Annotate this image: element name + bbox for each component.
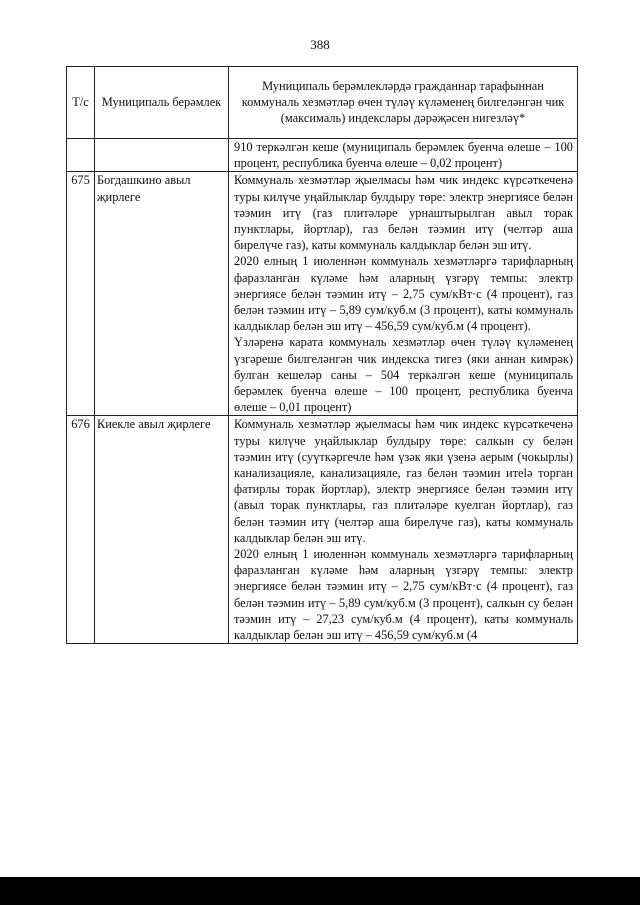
cell-number: 675 bbox=[67, 172, 95, 416]
justification-paragraph: 2020 елның 1 июленнән коммуналь хезмәтләргә тарифларның фаразланган күләме һәм аларның үзгәрү темпы: электр энергиясе белән тәэмин итү – 2,75 сум/кВт·с (4 процент), газ белән тәэмин итү – 5,89 сум/куб.м (3 процент), каты коммуналь калдыклар белән эш итү – 456,59 сум/куб.м (4 процент). bbox=[234, 254, 573, 334]
scan-bottom-edge bbox=[0, 877, 640, 905]
justification-paragraph: Коммуналь хезмәтләр җыелмасы һәм чик индекс күрсәткеченә туры килүче уңайлыклар булдыру төре: электр энергиясе белән тәэмин итү (газ плитәләре урнаштырылган авыл торак пунктлары, йортлар), газ белән тәэмин итү (челтәр аша бирелүче газ), каты коммуналь калдыклар белән эш итү. bbox=[234, 173, 573, 253]
table-row-675 bbox=[67, 172, 578, 416]
header-municipality: Муниципаль берәмлек bbox=[95, 67, 229, 139]
justification-paragraph: 910 теркәлгән кеше (муниципаль берәмлек буенча өлеше – 100 процент, республика буенча өлеше – 0,02 процент) bbox=[234, 140, 573, 171]
cell-justification bbox=[229, 416, 578, 644]
cell-justification bbox=[229, 139, 578, 172]
page-number: 388 bbox=[310, 37, 330, 52]
cell-number: 676 bbox=[67, 416, 95, 644]
cell-municipality: Богдашкино авыл җирлеге bbox=[95, 172, 229, 416]
table-header-row bbox=[67, 67, 578, 139]
table-row-676 bbox=[67, 416, 578, 644]
utility-index-table bbox=[66, 66, 578, 644]
cell-number bbox=[67, 139, 95, 172]
table-row-continuation bbox=[67, 139, 578, 172]
header-justification: Муниципаль берәмлекләрдә гражданнар тарафыннан коммуналь хезмәтләр өчен түләү күләменең билгеләнгән чик (максималь) индекслары дәрәҗәсен нигезләү* bbox=[229, 67, 578, 139]
justification-paragraph: Үзләренә карата коммуналь хезмәтләр өчен түләү күләменең үзгәреше билгеләнгән чик индекска тигез (яки аннан кимрәк) булган кешеләр саны – 504 теркәлгән кеше (муниципаль берәмлек буенча өлеше – 100 процент, республика буенча өлеше – 0,01 процент) bbox=[234, 335, 573, 415]
justification-paragraph: 2020 елның 1 июленнән коммуналь хезмәтләргә тарифларның фаразланган күләме һәм аларның үзгәрү темпы: электр энергиясе белән тәэмин итү – 2,75 сум/кВт·с (4 процент), газ белән тәэмин итү – 5,89 сум/куб.м (3 процент), салкын су белән тәэмин итү – 27,23 сум/куб.м (4 процент), каты коммуналь калдыклар белән эш итү – 456,59 сум/куб.м (4 bbox=[234, 547, 573, 643]
justification-paragraph: Коммуналь хезмәтләр җыелмасы һәм чик индекс күрсәткеченә туры килүче уңайлыклар булдыру төре: салкын су белән тәэмин итү (суүткәргечле һәм үзәк яки үзенә аерым (чокырлы) канализацияле, канализацияле, газ белән тәэмин итеlә торган фатирлы торак йортлар), электр энергиясе белән тәэмин итү (авыл торак пунктлары, газ плитәләре куелган йортлар), газ белән тәэмин итү (челтәр аша бирелүче газ), каты коммуналь калдыклар белән эш итү. bbox=[234, 417, 573, 545]
cell-municipality: Киекле авыл җирлеге bbox=[95, 416, 229, 644]
cell-justification bbox=[229, 172, 578, 416]
cell-municipality bbox=[95, 139, 229, 172]
header-number: Т/с bbox=[67, 67, 95, 139]
